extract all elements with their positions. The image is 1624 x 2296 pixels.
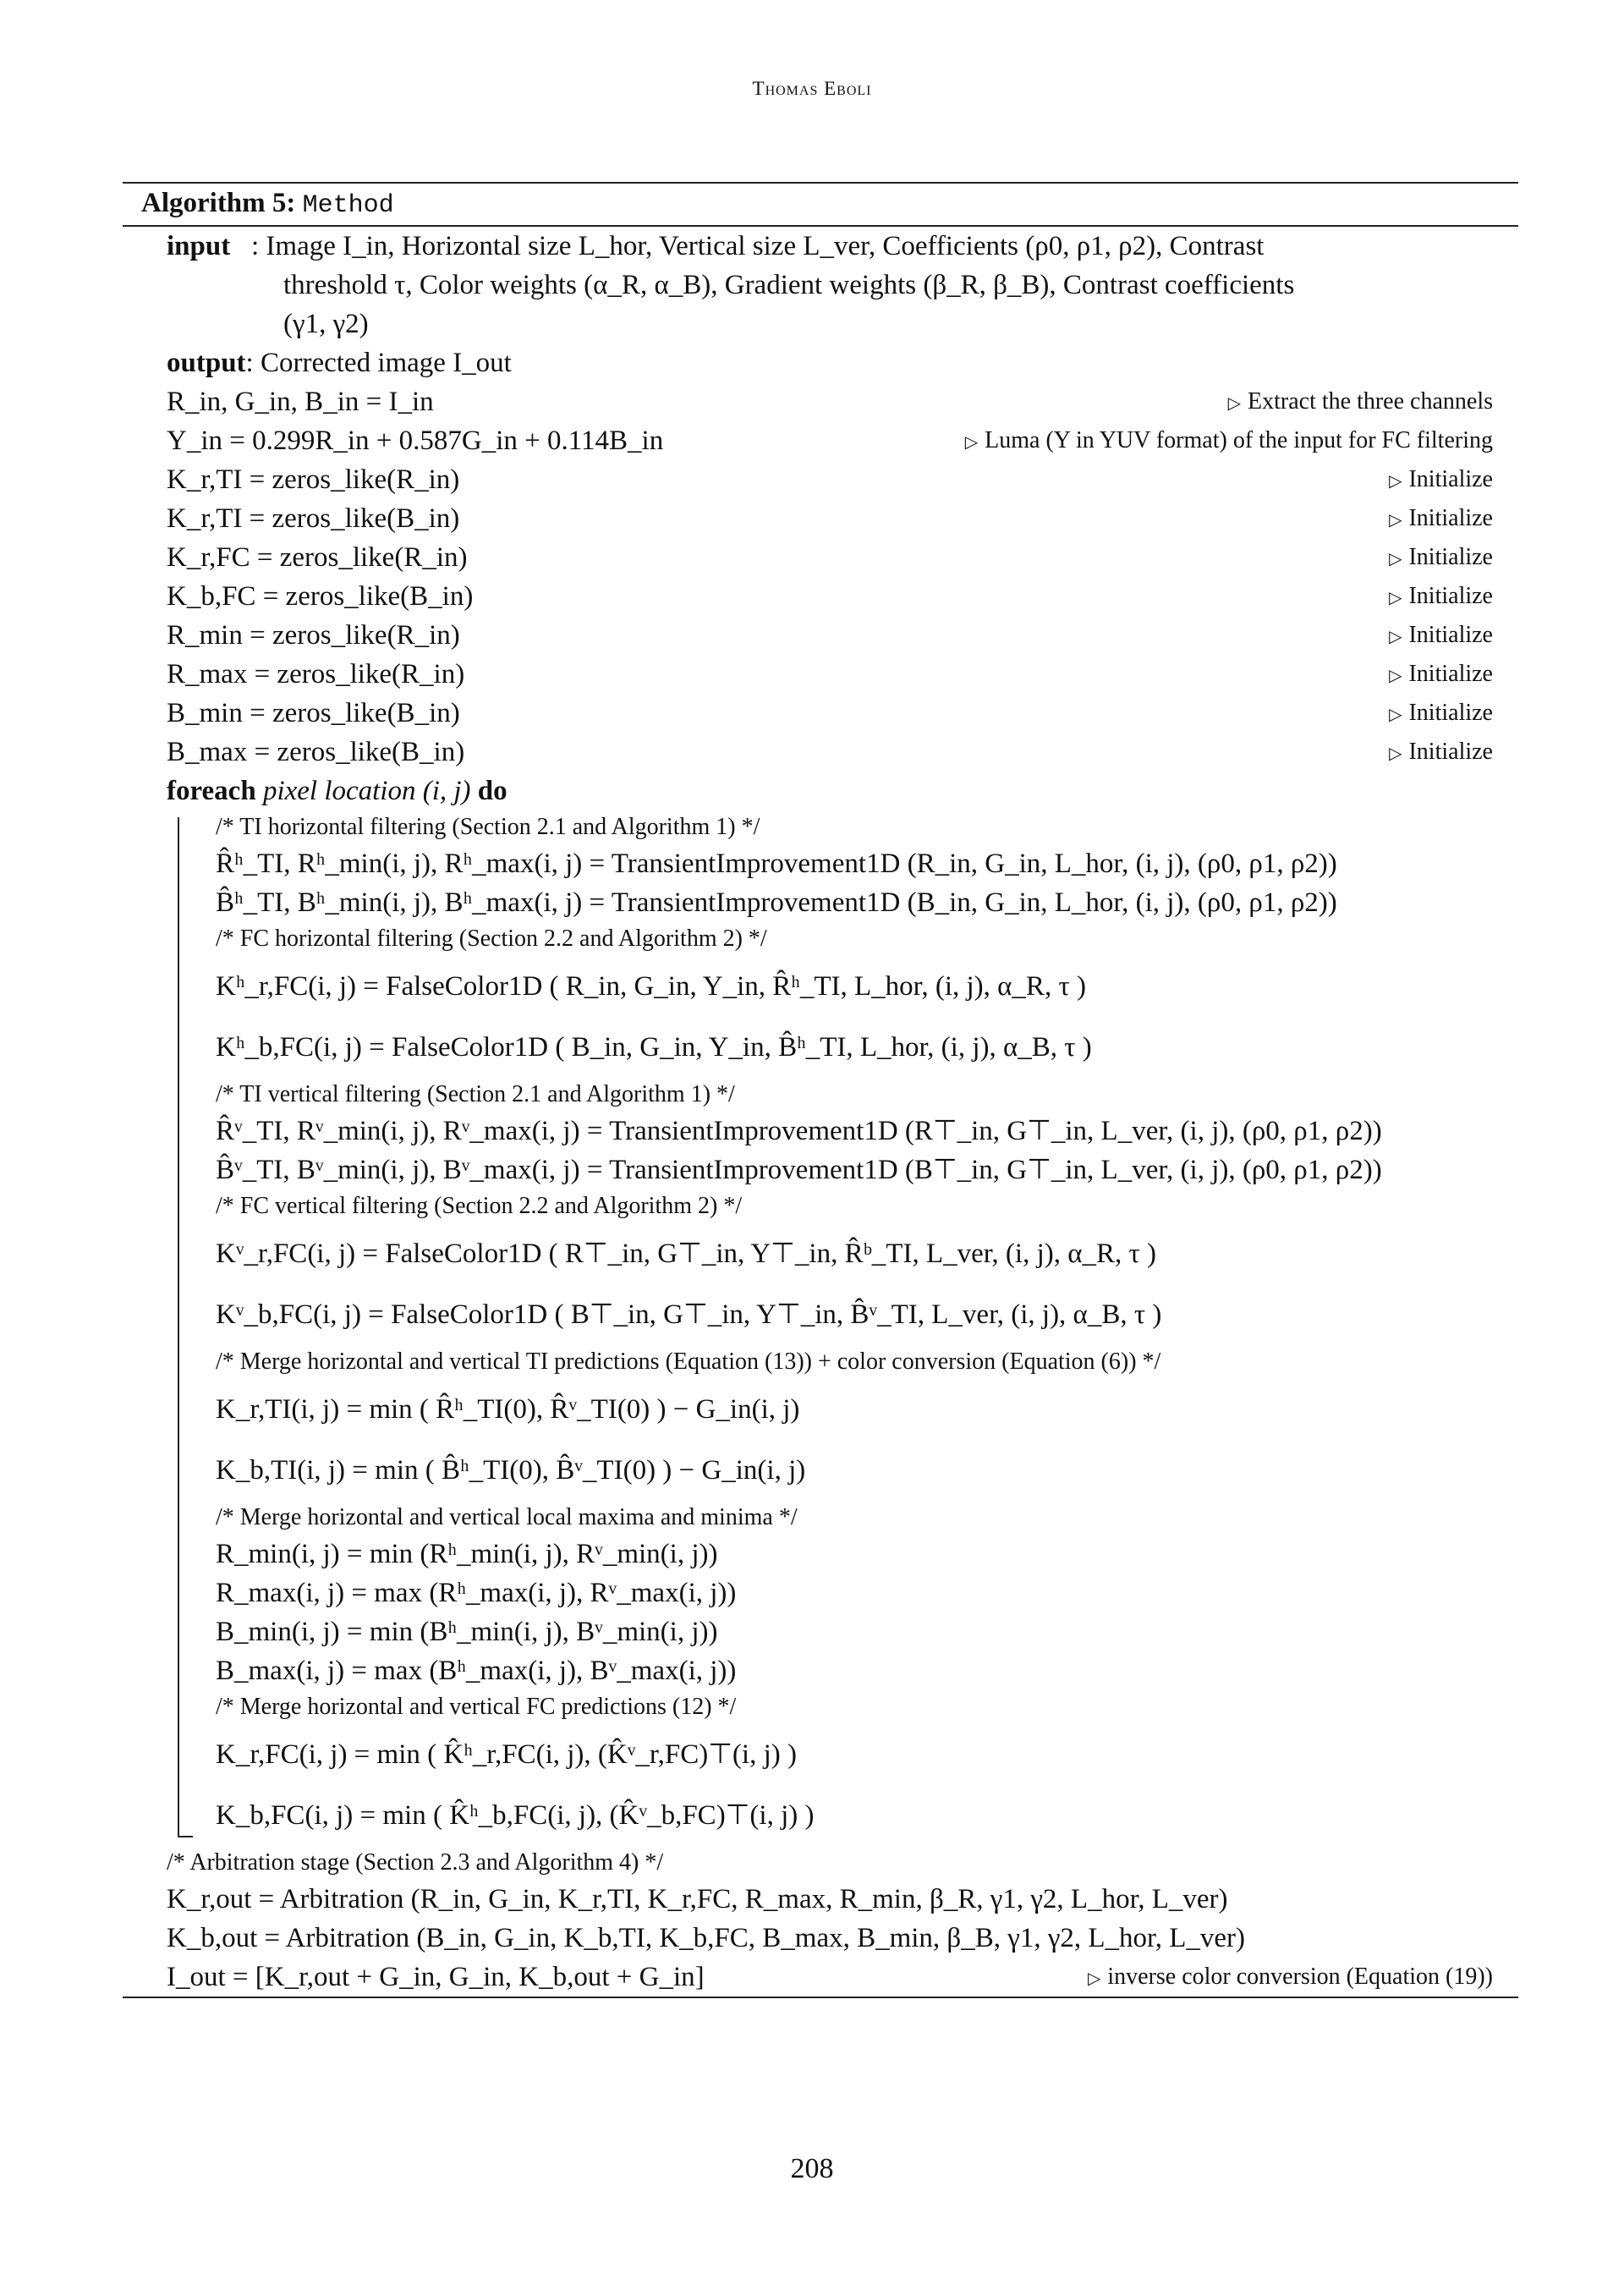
- init-line-annotation-text: Luma (Y in YUV format) of the input for FC filtering: [985, 427, 1493, 453]
- loop-statement-text: Kᵛ_b,FC(i, j) = FalseColor1D ( B⊤_in, G⊤_in, Y⊤_in, B̂ᵛ_TI, L_ver, (i, j), α_B, τ ): [216, 1299, 1162, 1330]
- loop-comment-text: /* TI horizontal filtering (Section 2.1 and Algorithm 1) */: [216, 814, 760, 840]
- output-line: [123, 343, 1518, 382]
- init-line: [123, 733, 1518, 772]
- init-line-annotation-text: Initialize: [1408, 700, 1493, 726]
- loop-statement: [216, 956, 1518, 1017]
- init-line-annotation-text: Initialize: [1408, 583, 1493, 609]
- loop-statement-text: Kʰ_b,FC(i, j) = FalseColor1D ( B_in, G_in, Y_in, B̂ʰ_TI, L_hor, (i, j), α_B, τ ): [216, 1032, 1092, 1063]
- triangle-icon: ▷: [1389, 472, 1402, 491]
- loop-statement: [216, 1785, 1518, 1846]
- triangle-icon: ▷: [1087, 1969, 1101, 1988]
- init-line: [123, 499, 1518, 538]
- final-statement-text: I_out = [K_r,out + G_in, G_in, K_b,out + G_in]: [167, 1962, 705, 1992]
- loop-comment: [216, 922, 1518, 956]
- init-line: [123, 538, 1518, 577]
- loop-body: [123, 810, 1518, 1846]
- algorithm-label: Algorithm 5:: [141, 188, 296, 218]
- triangle-icon: ▷: [1389, 706, 1402, 724]
- loop-statement: [216, 1651, 1518, 1690]
- loop-comment-text: /* Merge horizontal and vertical FC predictions (12) */: [216, 1694, 737, 1720]
- foreach-keyword: foreach: [167, 776, 256, 806]
- init-line: [123, 421, 1518, 460]
- input-line-2: threshold τ, Color weights (α_R, α_B), Gradient weights (β_R, β_B), Contrast coefficients: [283, 270, 1295, 300]
- final-comment-text: /* Arbitration stage (Section 2.3 and Algorithm 4) */: [167, 1849, 664, 1876]
- final-statement-text: K_b,out = Arbitration (B_in, G_in, K_b,TI, K_b,FC, B_max, B_min, β_B, γ1, γ2, L_hor, L_ver): [167, 1923, 1246, 1953]
- loop-bar: [178, 817, 179, 1837]
- init-line-text: K_r,TI = zeros_like(R_in): [167, 464, 460, 495]
- loop-statement: [216, 1112, 1518, 1151]
- final-statement: [123, 1919, 1518, 1958]
- final-statement-text: K_r,out = Arbitration (R_in, G_in, K_r,TI, K_r,FC, R_max, R_min, β_R, γ1, γ2, L_hor, L_ver): [167, 1884, 1228, 1914]
- loop-statement: [216, 1612, 1518, 1651]
- loop-lines: [216, 810, 1518, 1846]
- init-line-annotation: [1389, 460, 1493, 501]
- init-line-annotation: [1389, 616, 1493, 656]
- loop-comment-text: /* Merge horizontal and vertical TI predictions (Equation (13)) + color conversion (Equation (6)) */: [216, 1348, 1161, 1375]
- init-line-text: K_r,TI = zeros_like(B_in): [167, 503, 460, 534]
- loop-comment: [216, 810, 1518, 844]
- loop-statement-text: Kʰ_r,FC(i, j) = FalseColor1D ( R_in, G_in, Y_in, R̂ʰ_TI, L_hor, (i, j), α_R, τ ): [216, 971, 1086, 1002]
- running-head: Thomas Eboli: [752, 78, 872, 99]
- loop-statement: [216, 883, 1518, 922]
- loop-statement-text: K_b,TI(i, j) = min ( B̂ʰ_TI(0), B̂ᵛ_TI(0) ) − G_in(i, j): [216, 1455, 806, 1486]
- input-text-1: : Image I_in, Horizontal size L_hor, Vertical size L_ver, Coefficients (ρ0, ρ1, ρ2), Contrast: [251, 231, 1265, 261]
- init-line-annotation: [1389, 694, 1493, 734]
- loop-comment: [216, 1501, 1518, 1535]
- loop-statement-text: K_r,TI(i, j) = min ( R̂ʰ_TI(0), R̂ᵛ_TI(0) ) − G_in(i, j): [216, 1394, 800, 1425]
- loop-statement-text: B_min(i, j) = min (Bʰ_min(i, j), Bᵛ_min(i, j)): [216, 1617, 718, 1647]
- loop-statement: [216, 1379, 1518, 1440]
- init-line-annotation: [1389, 577, 1493, 618]
- init-line: [123, 655, 1518, 694]
- init-lines: [123, 382, 1518, 772]
- loop-statement-text: K_r,FC(i, j) = min ( K̂ʰ_r,FC(i, j), (K̂ᵛ_r,FC)⊤(i, j) ): [216, 1739, 797, 1770]
- loop-statement: [216, 844, 1518, 883]
- input-keyword: input: [167, 231, 231, 261]
- triangle-icon: ▷: [1389, 589, 1402, 607]
- final-comment: [123, 1846, 1518, 1880]
- init-line-text: K_r,FC = zeros_like(R_in): [167, 542, 468, 573]
- init-line-annotation: [1389, 655, 1493, 695]
- init-line-annotation: [1228, 382, 1493, 423]
- init-line-annotation-text: Initialize: [1408, 544, 1493, 570]
- loop-statement: [216, 1151, 1518, 1189]
- loop-comment: [216, 1345, 1518, 1379]
- foreach-line: [123, 772, 1518, 810]
- triangle-icon: ▷: [1227, 394, 1242, 413]
- loop-statement-text: R̂ʰ_TI, Rʰ_min(i, j), Rʰ_max(i, j) = TransientImprovement1D (R_in, G_in, L_hor, (i, j), (ρ0, ρ1, ρ2)): [216, 849, 1337, 879]
- loop-statement-text: R_min(i, j) = min (Rʰ_min(i, j), Rᵛ_min(i, j)): [216, 1539, 718, 1569]
- loop-statement: [216, 1440, 1518, 1501]
- loop-comment: [216, 1690, 1518, 1724]
- algorithm-name: Method: [302, 191, 394, 220]
- loop-statement: [216, 1223, 1518, 1284]
- init-line: [123, 382, 1518, 421]
- output-text: : Corrected image I_out: [245, 348, 512, 378]
- input-line-1: [123, 227, 1518, 266]
- loop-statement-text: Kᵛ_r,FC(i, j) = FalseColor1D ( R⊤_in, G⊤_in, Y⊤_in, R̂ᵇ_TI, L_ver, (i, j), α_R, τ ): [216, 1239, 1157, 1269]
- init-line-annotation-text: Initialize: [1408, 505, 1493, 531]
- init-line-text: B_max = zeros_like(B_in): [167, 737, 465, 767]
- triangle-icon: ▷: [1389, 744, 1402, 763]
- loop-comment-text: /* FC vertical filtering (Section 2.2 and Algorithm 2) */: [216, 1193, 743, 1219]
- init-line-annotation-text: Initialize: [1408, 739, 1493, 765]
- loop-statement-text: R̂ᵛ_TI, Rᵛ_min(i, j), Rᵛ_max(i, j) = TransientImprovement1D (R⊤_in, G⊤_in, L_ver, (i, j), (ρ0, ρ1, ρ2)): [216, 1116, 1382, 1146]
- init-line-text: R_max = zeros_like(R_in): [167, 659, 465, 689]
- loop-statement: [216, 1284, 1518, 1345]
- init-line-annotation: [1389, 733, 1493, 773]
- algorithm-caption: [123, 184, 1518, 225]
- loop-comment: [216, 1189, 1518, 1223]
- init-line-annotation: [965, 421, 1493, 462]
- page-number: 208: [790, 2153, 834, 2184]
- input-line-3: (γ1, γ2): [283, 309, 369, 339]
- final-statement: [123, 1880, 1518, 1919]
- loop-bar-foot: [178, 1836, 193, 1837]
- init-line-text: B_min = zeros_like(B_in): [167, 698, 460, 728]
- loop-statement-text: R_max(i, j) = max (Rʰ_max(i, j), Rᵛ_max(i, j)): [216, 1578, 737, 1608]
- init-line-annotation-text: Initialize: [1408, 622, 1493, 648]
- loop-statement: [216, 1724, 1518, 1785]
- triangle-icon: ▷: [1389, 667, 1402, 685]
- loop-statement-text: B̂ᵛ_TI, Bᵛ_min(i, j), Bᵛ_max(i, j) = TransientImprovement1D (B⊤_in, G⊤_in, L_ver, (i, j), (ρ0, ρ1, ρ2)): [216, 1155, 1382, 1185]
- final-statement-annotation: [1088, 1958, 1493, 1998]
- loop-statement: [216, 1535, 1518, 1574]
- init-line-annotation-text: Initialize: [1408, 661, 1493, 687]
- init-line-text: R_min = zeros_like(R_in): [167, 620, 460, 651]
- init-line: [123, 460, 1518, 499]
- final-lines: [123, 1846, 1518, 1997]
- init-line-text: R_in, G_in, B_in = I_in: [167, 387, 434, 417]
- init-line-text: Y_in = 0.299R_in + 0.587G_in + 0.114B_in: [167, 426, 664, 456]
- init-line-annotation-text: Extract the three channels: [1248, 388, 1493, 415]
- algorithm-box: [123, 182, 1518, 1998]
- do-keyword: do: [477, 776, 508, 806]
- triangle-icon: ▷: [1389, 550, 1402, 569]
- loop-statement-text: K_b,FC(i, j) = min ( K̂ʰ_b,FC(i, j), (K̂ᵛ_b,FC)⊤(i, j) ): [216, 1800, 815, 1831]
- final-statement-annotation-text: inverse color conversion (Equation (19)): [1107, 1964, 1493, 1990]
- loop-comment: [216, 1078, 1518, 1112]
- init-line-annotation: [1389, 499, 1493, 540]
- init-line: [123, 577, 1518, 616]
- loop-statement: [216, 1574, 1518, 1612]
- init-line-annotation: [1389, 538, 1493, 579]
- final-statement: [123, 1958, 1518, 1997]
- loop-comment-text: /* Merge horizontal and vertical local maxima and minima */: [216, 1504, 798, 1530]
- loop-comment-text: /* FC horizontal filtering (Section 2.2 and Algorithm 2) */: [216, 926, 767, 952]
- init-line-text: K_b,FC = zeros_like(B_in): [167, 581, 474, 612]
- init-line-annotation-text: Initialize: [1408, 466, 1493, 492]
- loop-statement: [216, 1017, 1518, 1078]
- triangle-icon: ▷: [1389, 628, 1402, 646]
- loop-comment-text: /* TI vertical filtering (Section 2.1 and Algorithm 1) */: [216, 1081, 735, 1107]
- init-line: [123, 694, 1518, 733]
- triangle-icon: ▷: [1389, 511, 1402, 530]
- output-keyword: output: [167, 348, 246, 378]
- foreach-condition: pixel location (i, j): [262, 776, 471, 806]
- loop-statement-text: B_max(i, j) = max (Bʰ_max(i, j), Bᵛ_max(i, j)): [216, 1656, 737, 1686]
- loop-statement-text: B̂ʰ_TI, Bʰ_min(i, j), Bʰ_max(i, j) = TransientImprovement1D (B_in, G_in, L_hor, (i, j), (ρ0, ρ1, ρ2)): [216, 887, 1337, 918]
- init-line: [123, 616, 1518, 655]
- triangle-icon: ▷: [964, 433, 979, 452]
